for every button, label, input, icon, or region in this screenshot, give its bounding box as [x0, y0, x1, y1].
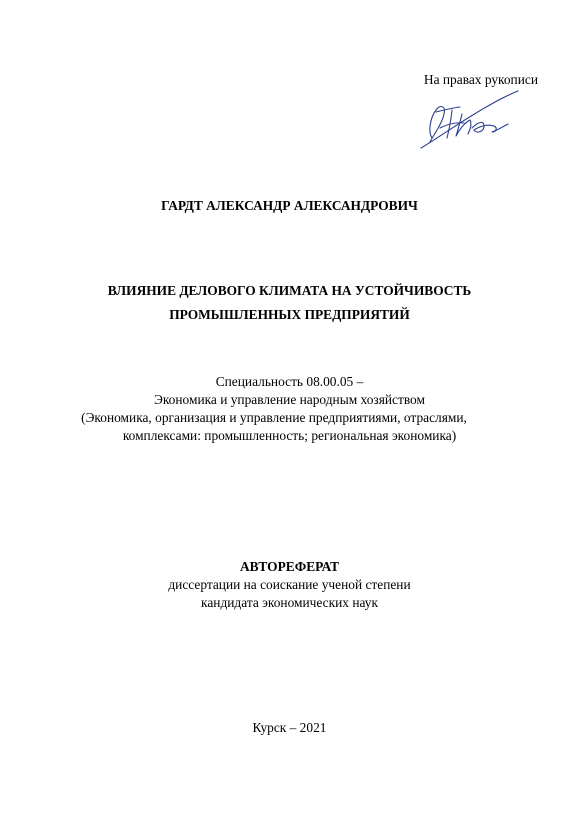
- specialty-field: Экономика и управление народным хозяйством: [154, 392, 425, 407]
- specialty-detail-line-2: комплексами: промышленность; региональная экономика): [122, 428, 457, 443]
- author-name: ГАРДТ АЛЕКСАНДР АЛЕКСАНДРОВИЧ: [161, 198, 418, 213]
- document-purpose-line-2: кандидата экономических наук: [201, 595, 378, 610]
- handwritten-signature: [418, 88, 522, 154]
- thesis-title-line-2: ПРОМЫШЛЕННЫХ ПРЕДПРИЯТИЙ: [169, 307, 410, 322]
- specialty-code: Специальность 08.00.05 –: [215, 374, 364, 389]
- place-and-year: Курск – 2021: [252, 720, 327, 735]
- document-type: АВТОРЕФЕРАТ: [239, 559, 340, 574]
- thesis-title-line-1: ВЛИЯНИЕ ДЕЛОВОГО КЛИМАТА НА УСТОЙЧИВОСТЬ: [107, 283, 472, 298]
- manuscript-rights-note: На правах рукописи: [423, 72, 538, 87]
- document-purpose-line-1: диссертации на соискание ученой степени: [168, 577, 411, 592]
- specialty-detail-line-1: (Экономика, организация и управление предприятиями, отраслями,: [81, 410, 467, 425]
